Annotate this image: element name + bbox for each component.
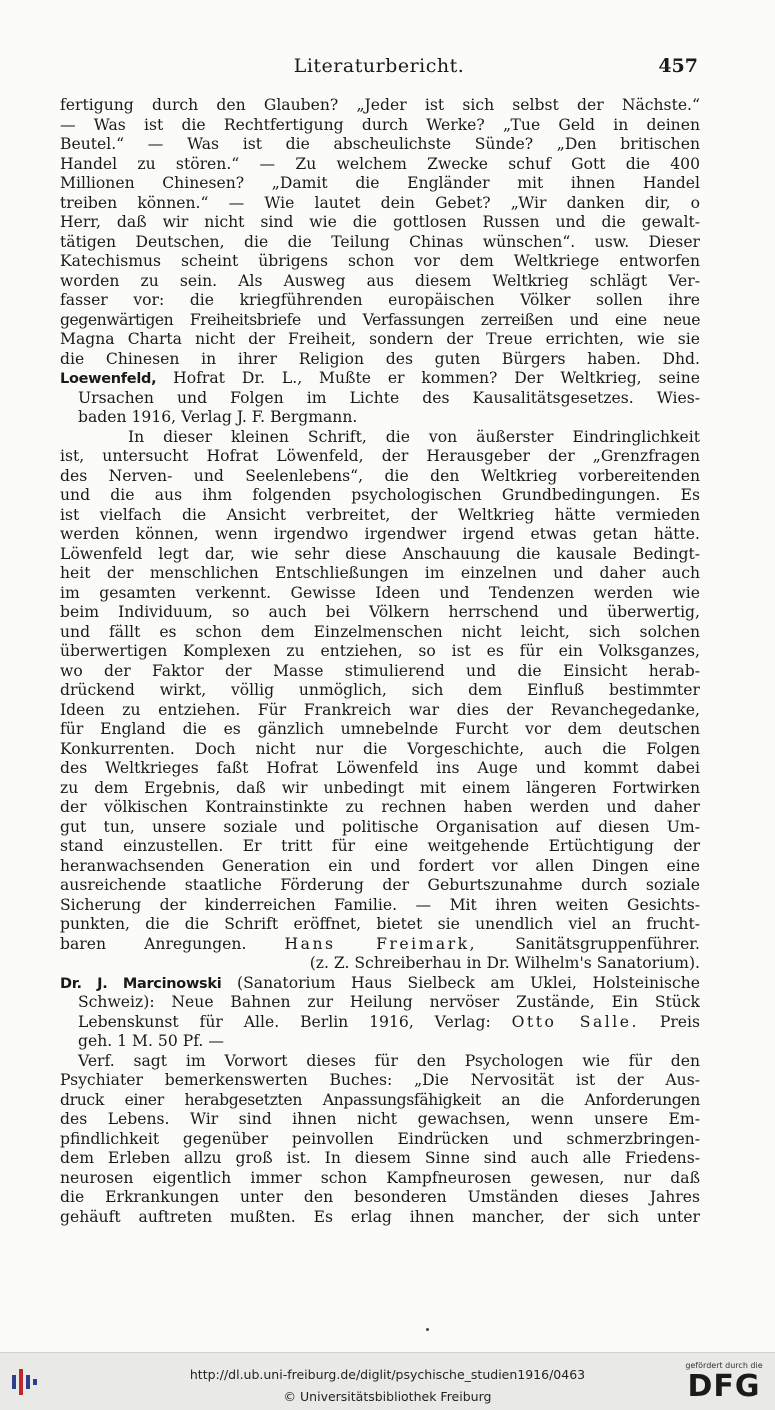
text-line: worden zu sein. Als Ausweg aus diesem Weltkrieg schlägt Ver- [60, 271, 700, 290]
review-body-line: gut tun, unsere soziale und politische Organisation auf diesen Um- [60, 817, 700, 836]
review-body-line: ist, untersucht Hofrat Löwenfeld, der Herausgeber der „Grenzfragen [60, 447, 700, 465]
price-label: Preis [659, 1012, 700, 1031]
reviewer-role: Sanitätsgruppenführer. [515, 934, 700, 953]
text-line: tätigen Deutschen, die die Teilung Chinas wünschen“. usw. Dieser [60, 232, 700, 251]
dfg-caption: gefördert durch die [685, 1361, 763, 1370]
review-body-line: des Lebens. Wir sind ihnen nicht gewachsen, wenn unsere Em- [60, 1110, 700, 1128]
review-body-line: Psychiater bemerkenswerten Buches: „Die Nervosität ist der Aus- [60, 1071, 700, 1089]
review-author: Loewenfeld, [60, 371, 157, 387]
review-body-line: überwertigen Komplexen zu entziehen, so ist es für ein Volksganzes, [60, 642, 700, 660]
review-body-line: wo der Faktor der Masse stimulierend und die Einsicht herab- [60, 661, 700, 680]
review-citation-line: geh. 1 M. 50 Pf. — [78, 1032, 224, 1050]
page-header [60, 55, 698, 83]
review-body-line: punkten, die die Schrift eröffnet, bietet sie unendlich viel an frucht- [60, 915, 700, 933]
running-title: Literaturbericht. [293, 55, 465, 77]
publisher-name: Otto Salle. [511, 1012, 639, 1031]
review-body-line: stand einzustellen. Er tritt für eine weitgehende Ertüchtigung der [60, 837, 700, 855]
review-body-line: zu dem Ergebnis, daß wir unbedingt mit einem längeren Fortwirken [60, 778, 700, 797]
review-body-line: des Nerven- und Seelenlebens“, die den Weltkrieg vorbereitenden [60, 466, 700, 485]
closing-text: baren Anregungen. [60, 934, 247, 953]
review-body-line: drückend wirkt, völlig unmöglich, sich dem Einfluß bestimmter [60, 681, 700, 699]
review-body-line: Ideen zu entziehen. Für Frankreich war dies der Revanchegedanke, [60, 700, 700, 719]
review-body-line: neurosen eigentlich immer schon Kampfneurosen gewesen, nur daß [60, 1168, 700, 1187]
text-line: fertigung durch den Glauben? „Jeder ist sich selbst der Nächste.“ [60, 96, 700, 114]
review-body-line: druck einer herabgesetzten Anpassungsfähigkeit an die Anforderungen [60, 1090, 700, 1109]
review-body-line: gehäuft auftreten mußten. Es erlag ihnen mancher, der sich unter [60, 1207, 700, 1226]
text-line: gegenwärtigen Freiheitsbriefe und Verfassungen zerreißen und eine neue [60, 310, 700, 329]
review-body-line: werden können, wenn irgendwo irgendwer irgend etwas getan hätte. [60, 525, 700, 543]
review-citation-line [60, 974, 700, 994]
text-line: Katechismus scheint übrigens schon vor dem Weltkriege entworfen [60, 252, 700, 270]
review-citation-line [60, 1013, 700, 1033]
text-line: Handel zu stören.“ — Zu welchem Zwecke schuf Gott die 400 [60, 154, 700, 173]
dfg-wordmark: DFG [687, 1369, 761, 1404]
review-body-line: In dieser kleinen Schrift, die von äußerster Eindringlichkeit [128, 427, 700, 446]
reviewer-location: (z. Z. Schreiberhau in Dr. Wilhelm's Sanatorium). [309, 954, 700, 972]
review-citation-line [60, 369, 700, 389]
text-line: treiben können.“ — Wie lautet dein Gebet? „Wir danken dir, o [60, 193, 700, 212]
review-body-line: ist vielfach die Ansicht verbreitet, der Weltkrieg hätte vermieden [60, 505, 700, 524]
review-author: Dr. J. Marcinowski [60, 975, 222, 992]
review-body-line: die Erkrankungen unter den besonderen Umständen dieses Jahres [60, 1188, 700, 1206]
review-body-line: heit der menschlichen Entschließungen im einzelnen und daher auch [60, 564, 700, 582]
viewer-footer [0, 1352, 775, 1410]
citation-text: Hofrat Dr. L., Mußte er kommen? Der Weltkrieg, seine [173, 369, 700, 387]
text-line: Herr, daß wir nicht sind wie die gottlosen Russen und die gewalt- [60, 213, 700, 231]
review-body-line: für England die es gänzlich umnebelnde Furcht vor dem deutschen [60, 720, 700, 738]
citation-text: (Sanatorium Haus Sielbeck am Uklei, Holsteinische [237, 973, 700, 992]
review-body-line: im gesamten verkennt. Gewisse Ideen und Tendenzen werden wie [60, 583, 700, 602]
review-body-line: pfindlichkeit gegenüber peinvollen Eindrücken und schmerzbringen- [60, 1129, 700, 1148]
text-line: Millionen Chinesen? „Damit die Engländer mit ihnen Handel [60, 174, 700, 192]
review-citation-line: baden 1916, Verlag J. F. Bergmann. [78, 408, 358, 426]
text-line: Magna Charta nicht der Freiheit, sondern der Treue errichten, wie sie [60, 330, 700, 348]
review-signature-line [60, 935, 700, 955]
review-body-line: Löwenfeld legt dar, wie sehr diese Anschauung die kausale Bedingt- [60, 544, 700, 563]
review-body-line: ausreichende staatliche Förderung der Geburtszunahme durch soziale [60, 876, 700, 894]
review-body-line: und die aus ihm folgenden psychologischen Grundbedingungen. Es [60, 486, 700, 504]
review-body-line: Verf. sagt im Vorwort dieses für den Psychologen wie für den [78, 1051, 700, 1070]
dfg-logo [681, 1361, 767, 1405]
review-citation-line: Schweiz): Neue Bahnen zur Heilung nervöser Zustände, Ein Stück [78, 993, 700, 1011]
page-number: 457 [658, 55, 698, 77]
copyright-notice: © Universitätsbibliothek Freiburg [283, 1389, 492, 1404]
permalink-url[interactable]: http://dl.ub.uni-freiburg.de/diglit/psychische_studien1916/0463 [189, 1367, 586, 1382]
reviewer-name: Hans Freimark, [284, 934, 478, 953]
text-line: Beutel.“ — Was ist die abscheulichste Sünde? „Den britischen [60, 135, 700, 153]
text-line: — Was ist die Rechtfertigung durch Werke? „Tue Geld in deinen [60, 115, 700, 134]
text-line: die Chinesen in ihrer Religion des guten Bürgers haben. Dhd. [60, 349, 700, 368]
review-body-line: Sicherung der kinderreichen Familie. — Mit ihren weiten Gesichts- [60, 895, 700, 914]
page-mark [426, 1328, 429, 1331]
review-body-line: der völkischen Kontrainstinkte zu rechnen haben werden und daher [60, 798, 700, 816]
text-line: fasser vor: die kriegführenden europäischen Völker sollen ihre [60, 291, 700, 309]
review-body-line: dem Erleben allzu groß ist. In diesem Sinne sind auch alle Friedens- [60, 1149, 700, 1167]
review-body-line: beim Individuum, so auch bei Völkern herrschend und überwertig, [60, 603, 700, 621]
citation-text: Lebenskunst für Alle. Berlin 1916, Verlag: [78, 1012, 491, 1031]
review-body-line: Konkurrenten. Doch nicht nur die Vorgeschichte, auch die Folgen [60, 739, 700, 758]
review-body-line: und fällt es schon dem Einzelmenschen nicht leicht, sich solchen [60, 622, 700, 641]
review-citation-line: Ursachen und Folgen im Lichte des Kausalitätsgesetzes. Wies- [78, 388, 700, 407]
review-body-line: heranwachsenden Generation ein und fordert vor allen Dingen eine [60, 856, 700, 875]
review-body-line: des Weltkrieges faßt Hofrat Löwenfeld ins Auge und kommt dabei [60, 759, 700, 777]
page-text [60, 96, 700, 1227]
